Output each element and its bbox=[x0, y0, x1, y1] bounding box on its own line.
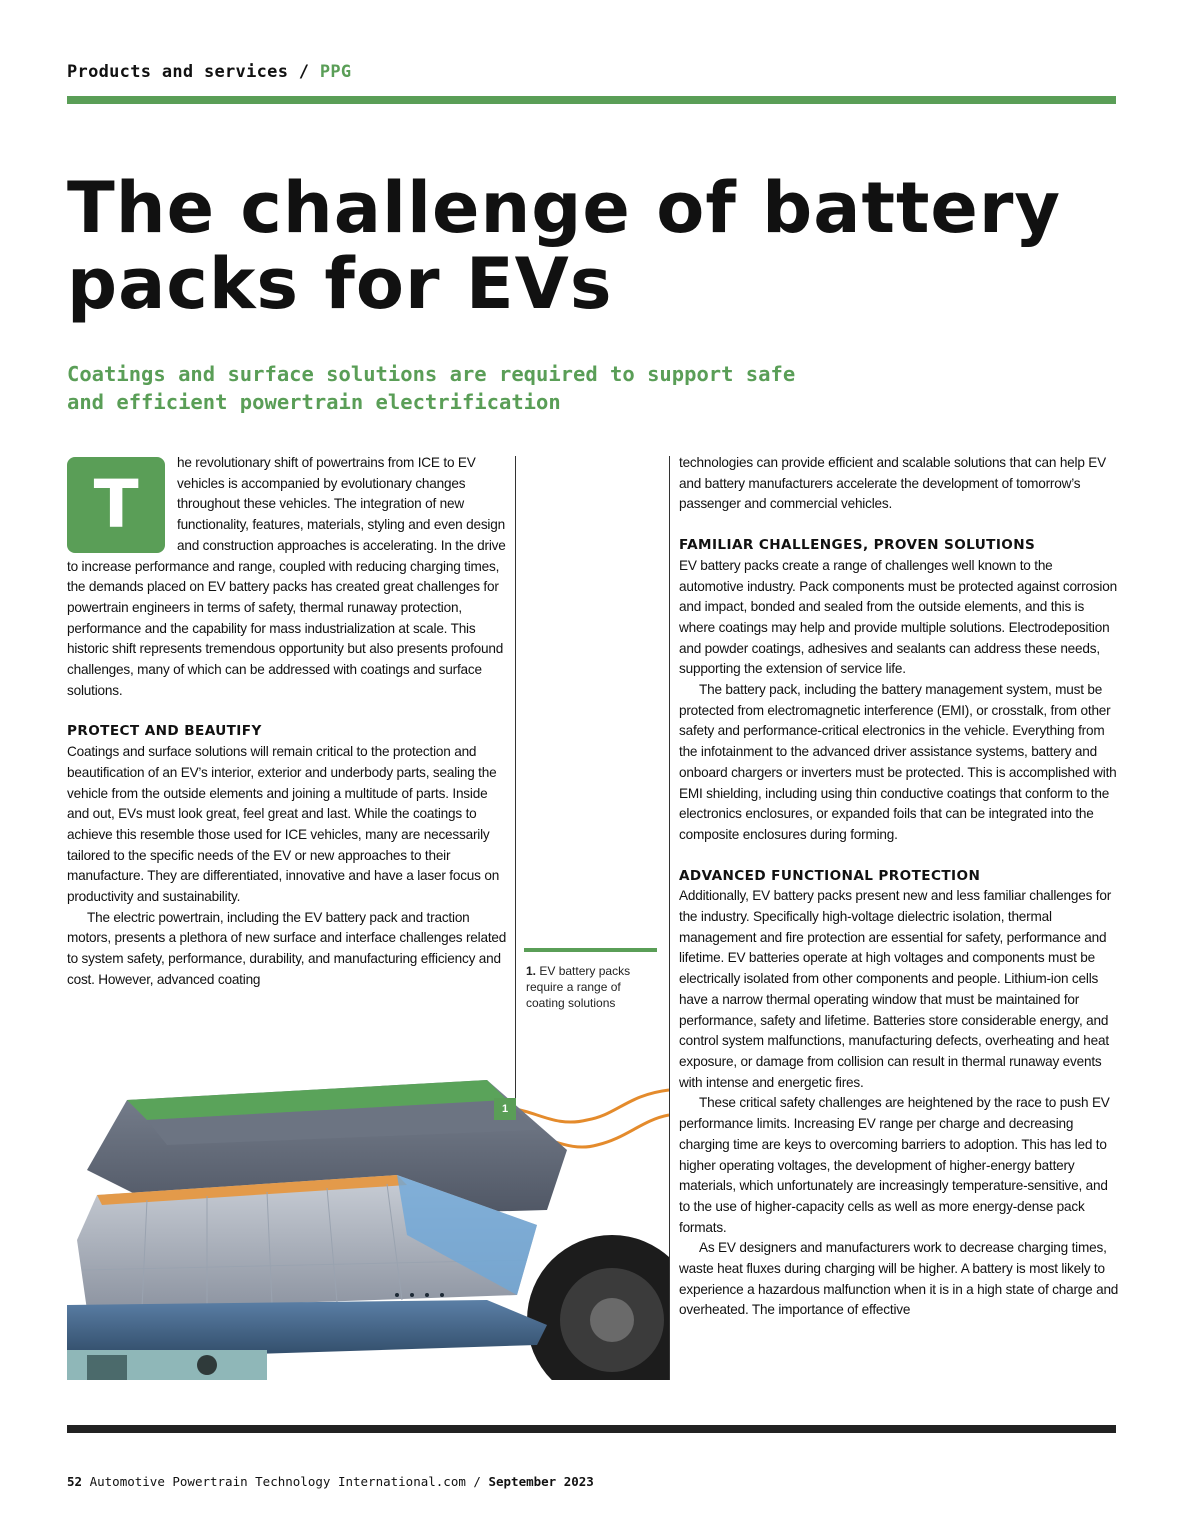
company-label: PPG bbox=[319, 62, 352, 82]
footer-rule bbox=[67, 1425, 1116, 1433]
article-subtitle: Coatings and surface solutions are required to support safe and efficient powertrain electrification bbox=[67, 362, 796, 414]
publication-name: Automotive Powertrain Technology International.com / bbox=[89, 1474, 481, 1489]
section-header bbox=[67, 62, 351, 82]
paragraph: Additionally, EV battery packs present new and less familiar challenges for the industry. Specifically high-voltage dielectric isolation, thermal management and fire protection are essential for safety, performance and lifetime. EV batteries operate at high voltages and components must be electrically isolated from other components and people. Lithium-ion cells have a narrow thermal operating window that must be maintained for performance, safety and lifetime. Batteries store considerable energy, and control system malfunctions, manufacturing defects, overheating and heat exposure, or damage from collision can result in thermal runaway events with intense and energetic fires. bbox=[679, 888, 1112, 1090]
heading-familiar-challenges: FAMILIAR CHALLENGES, PROVEN SOLUTIONS bbox=[679, 537, 1036, 554]
column-right bbox=[679, 453, 1119, 1321]
header-rule bbox=[67, 96, 1116, 104]
column-left bbox=[67, 453, 507, 991]
paragraph: Coatings and surface solutions will remain critical to the protection and beautification of an EV’s interior, exterior and underbody parts, sealing the vehicle from the outside elements and joining a multitude of parts. Inside and out, EVs must look great, feel great and last. While the coatings to achieve this resemble those used for ICE vehicles, many are necessarily tailored to the specific needs of the EV or new approaches to their manufacture. They are differentiated, innovative and have a laser focus on productivity and sustainability. bbox=[67, 744, 500, 905]
figure-caption-text: EV battery packs require a range of coating solutions bbox=[526, 964, 631, 1010]
paragraph: These critical safety challenges are heightened by the race to push EV performance limits. Increasing EV range per charge and decreasing charging time are keys to overcoming barriers to adoption. This has led to higher operating voltages, the development of higher-energy battery materials, which unfortunately are increasingly temperature-sensitive, and to the use of higher-capacity cells as well as more energy-dense pack formats. bbox=[679, 1095, 1110, 1235]
column-divider bbox=[669, 456, 670, 1380]
figure-caption bbox=[526, 963, 656, 1011]
article-title: The challenge of battery packs for EVs bbox=[67, 167, 1062, 325]
paragraph: The battery pack, including the battery management system, must be protected from electromagnetic interference (EMI), or crosstalk, from other safety and performance-critical electronics in the vehicle. Everything from the infotainment to the advanced driver assistance systems, battery and onboard chargers or inverters must be protected. This is accomplished with EMI shielding, including using thin conductive coatings that conform to the electronics enclosures, or expanded foils that can be integrated into the composite enclosures during forming. bbox=[679, 682, 1117, 842]
battery-pack-illustration bbox=[67, 1060, 669, 1380]
paragraph: EV battery packs create a range of challenges well known to the automotive industry. Pack components must be protected against corrosion and impact, bonded and sealed from the outside elements, and this is where coatings may help and provide multiple solutions. Electrodeposition and powder coatings, adhesives and sealants can address these needs, supporting the extension of service life. bbox=[679, 557, 1117, 677]
page-number: 52 bbox=[67, 1474, 83, 1489]
column-divider bbox=[515, 456, 516, 1100]
heading-advanced-protection: ADVANCED FUNCTIONAL PROTECTION bbox=[679, 867, 981, 884]
paragraph: The electric powertrain, including the EV battery pack and traction motors, presents a plethora of new surface and interface challenges related to system safety, performance, durability, and manufacturing efficiency and cost. However, advanced coating bbox=[67, 909, 507, 987]
figure-number: 1. bbox=[526, 964, 537, 978]
issue-date: September 2023 bbox=[488, 1474, 594, 1489]
paragraph: As EV designers and manufacturers work to decrease charging times, waste heat fluxes during charging will be higher. A battery is most likely to experience a hazardous malfunction when it is in a high state of charge and overheated. The importance of effective bbox=[679, 1240, 1119, 1318]
figure-tag: 1 bbox=[494, 1098, 516, 1120]
paragraph-intro: he revolutionary shift of powertrains from ICE to EV vehicles is accompanied by evolutionary changes throughout these vehicles. The integration of new functionality, features, materials, styling and even design and construction approaches is accelerating. In the drive to increase performance and range, coupled with reducing charging times, the demands placed on EV battery packs has created great challenges for powertrain engineers in terms of safety, thermal runaway protection, performance and the capability for mass industrialization at scale. This historic shift represents tremendous opportunity but also presents profound challenges, many of which can be addressed with coatings and surface solutions. bbox=[67, 455, 506, 698]
drop-cap: T bbox=[67, 457, 165, 553]
heading-protect-beautify: PROTECT AND BEAUTIFY bbox=[67, 723, 262, 740]
section-label: Products and services / bbox=[67, 62, 310, 82]
caption-rule bbox=[524, 948, 657, 952]
paragraph: technologies can provide efficient and scalable solutions that can help EV and battery manufacturers accelerate the development of tomorrow’s passenger and commercial vehicles. bbox=[679, 455, 1107, 512]
page-footer bbox=[67, 1474, 594, 1489]
